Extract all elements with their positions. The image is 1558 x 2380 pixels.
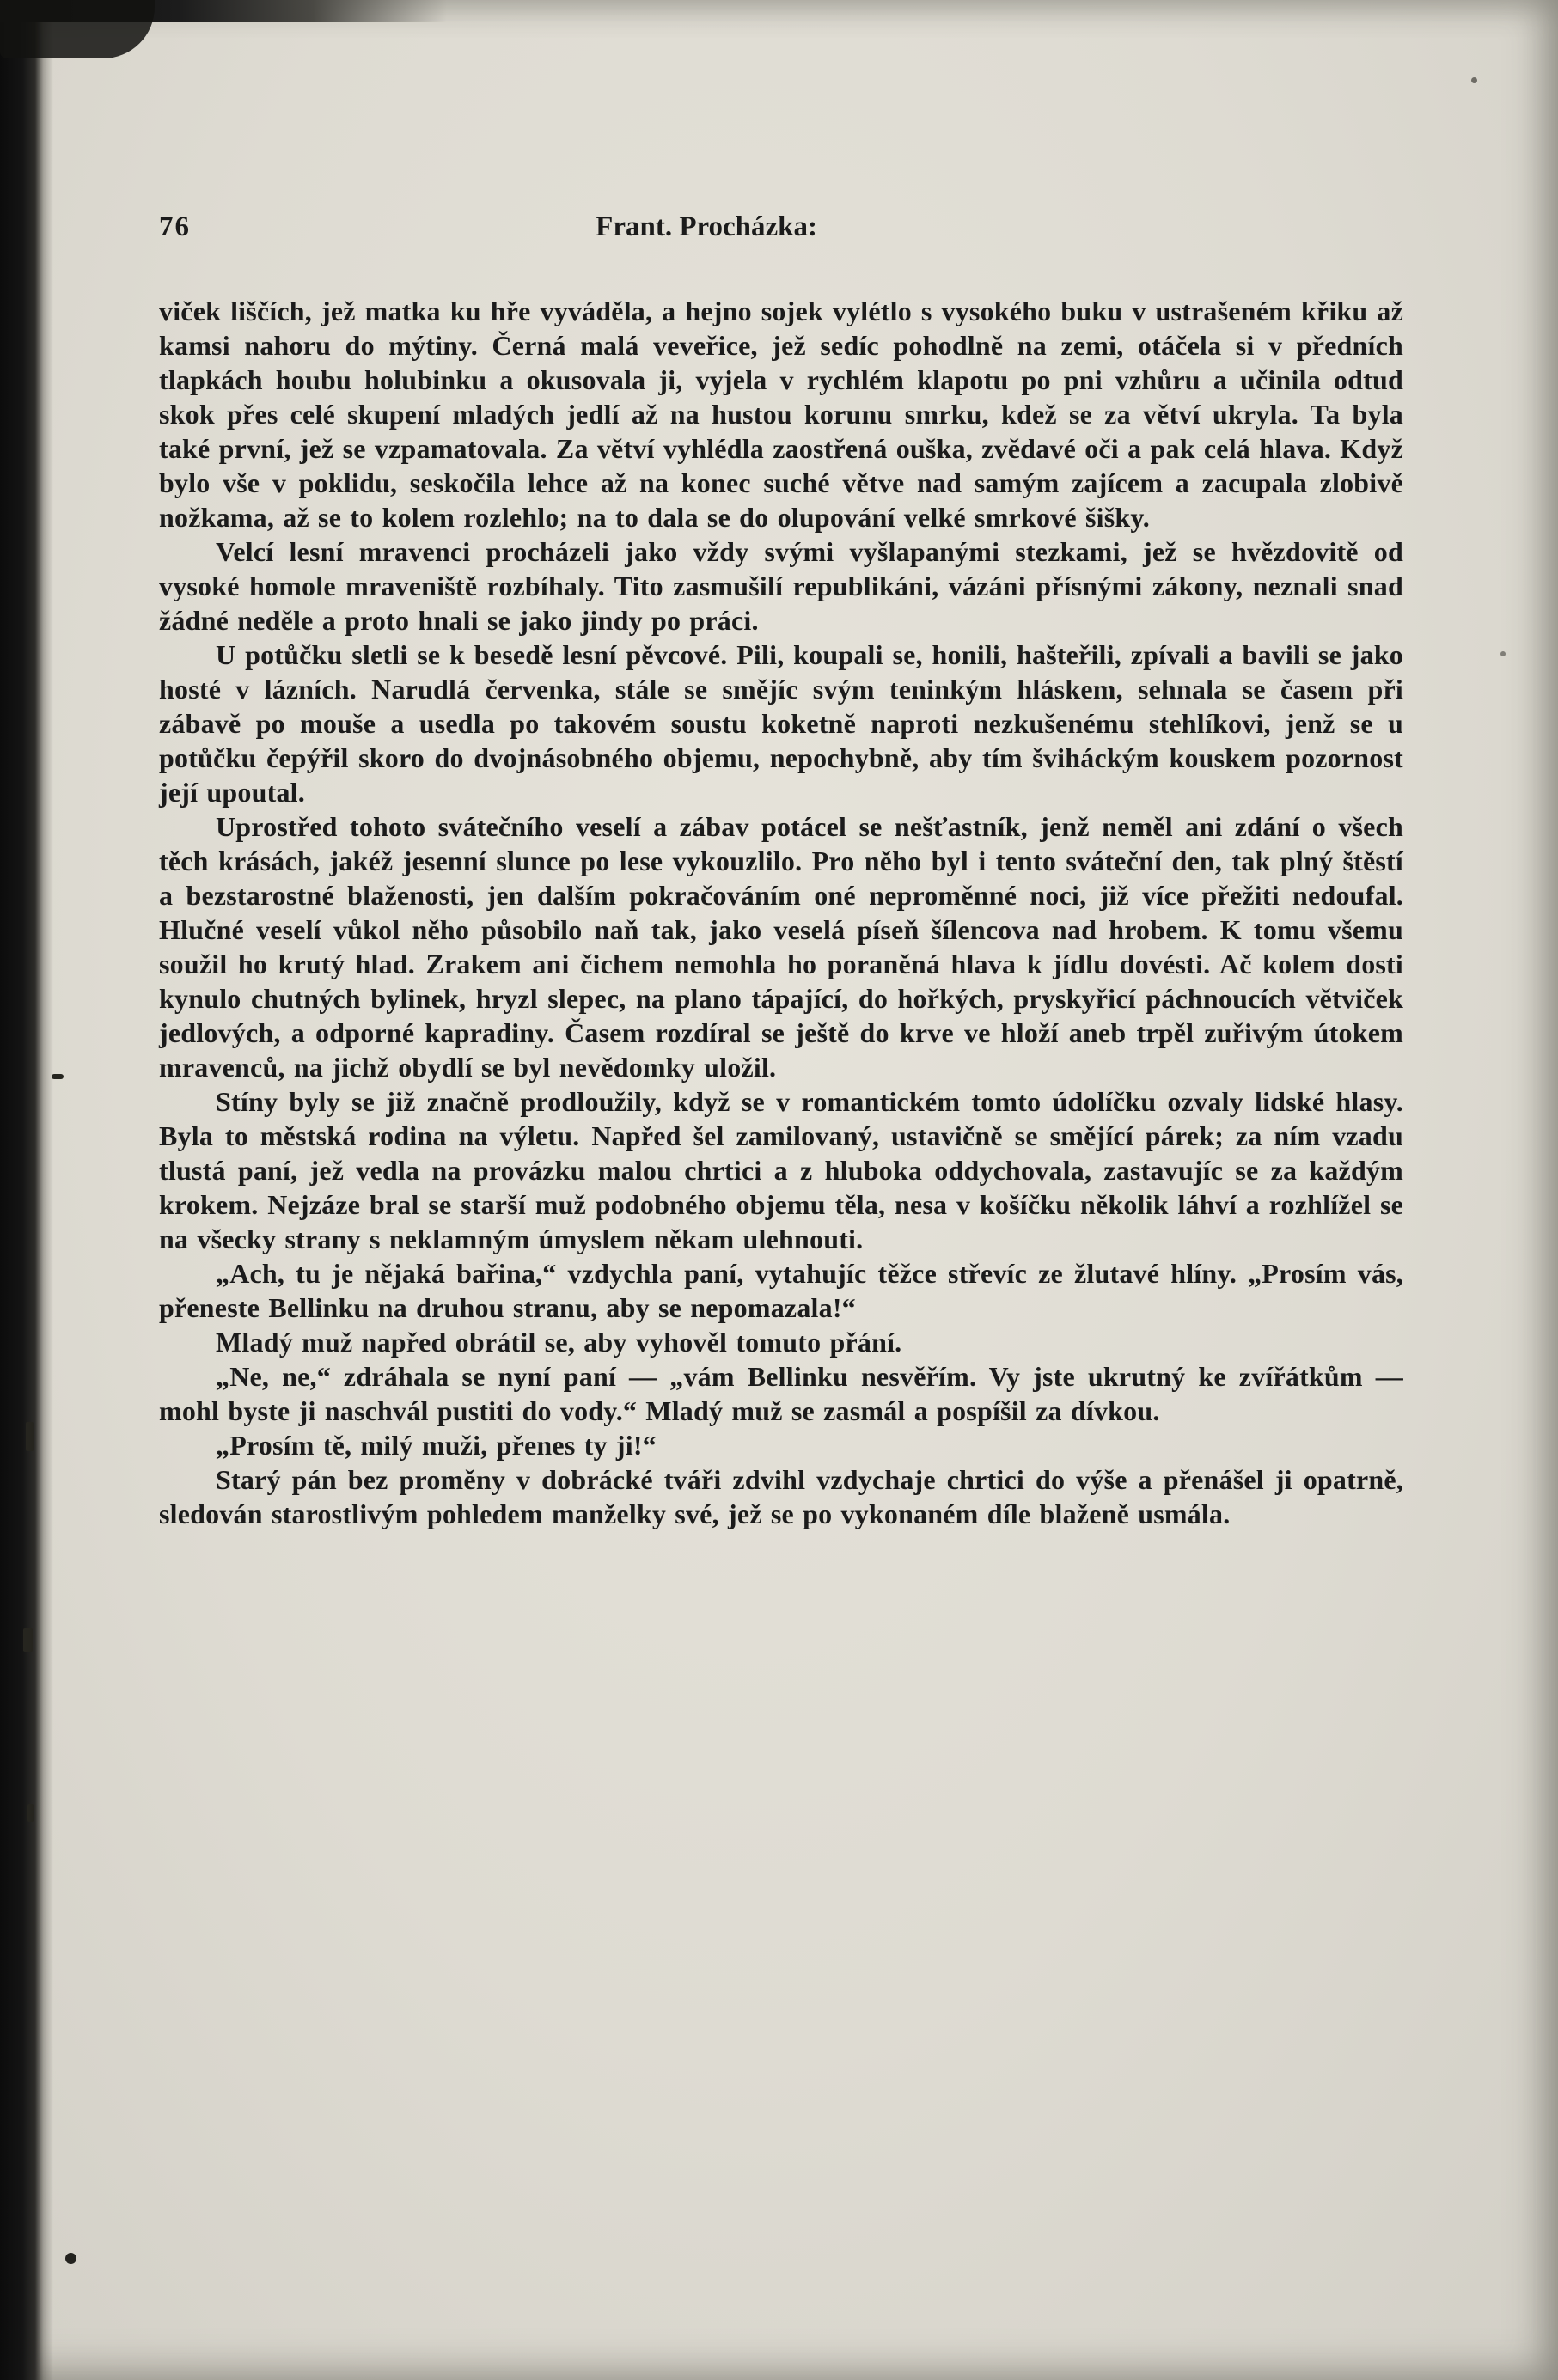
page-header [159, 211, 1403, 249]
paragraph: Mladý muž napřed obrátil se, aby vyhověl tomuto přání. [216, 1327, 902, 1358]
scan-artifact-speck [27, 1804, 34, 1822]
scan-artifact-speck [1500, 651, 1506, 656]
scan-artifact-binding-shadow [0, 0, 53, 2380]
scan-artifact-speck [23, 1628, 33, 1652]
paragraph: Uprostřed tohoto svátečního veselí a zábav potácel se nešťastník, jenž neměl ani zdání o všech těch krásách, jakéž jesenní slunce po lese vykouzlilo. Pro něho byl i tento sváteční den, tak plný štěstí a bezstarostné blaženosti, jen dalším pokračováním oné neproměnné noci, již více přežiti nedoufal. Hlučné veselí vůkol něho působilo naň tak, jako veselá píseň šílencova nad hrobem. K tomu všemu soužil ho krutý hlad. Zrakem ani čichem nemohla ho poraněná hlava k jídlu dovésti. Ač kolem dosti kynulo chutných bylinek, hryzl slepec, na plano tápající, do hořkých, pryskyřicí páchnoucích větviček jedlových, a odporné kapradiny. Časem rozdíral se ještě do krve ve hloží aneb trpěl zuřivým útokem mravenců, na jichž obydlí se byl nevědomky uložil. [159, 811, 1403, 1083]
paragraph: „Ach, tu je nějaká bařina,“ vzdychla paní, vytahujíc těžce střevíc ze žlutavé hlíny. „Prosím vás, přeneste Bellinku na druhou stranu, aby se nepomazala!“ [159, 1258, 1403, 1323]
scan-artifact-top-corner [0, 0, 155, 58]
paragraph: Velcí lesní mravenci procházeli jako vždy svými vyšlapanými stezkami, jež se hvězdovitě od vysoké homole mraveniště rozbíhaly. Tito zasmušilí republikáni, vázáni přísnými zákony, neznali snad žádné neděle a proto hnali se jako jindy po práci. [159, 536, 1403, 636]
paragraph: U potůčku sletli se k besedě lesní pěvcové. Pili, koupali se, honili, hašteřili, zpívali a bavili se jako hosté v lázních. Narudlá červenka, stále se smějíc svým teninkým hláskem, sehnala se časem při zábavě po mouše a usedla po takovém soustu koketně naproti nezkušenému stehlíkovi, jenž se u potůčku čepýřil skoro do dvojnásobného objemu, nepochybně, aby tím šviháckým kouskem pozornost její upoutal. [159, 639, 1403, 808]
page-content [159, 211, 1403, 1531]
page-number: 76 [159, 211, 191, 242]
scan-artifact-top-edge [0, 0, 447, 22]
paragraph: „Ne, ne,“ zdráhala se nyní paní — „vám Bellinku nesvěřím. Vy jste ukrutný ke zvířátkům — mohl byste ji naschvál pustiti do vody.“ Mladý muž se zasmál a pospíšil za dívkou. [159, 1361, 1403, 1426]
paragraph: Starý pán bez proměny v dobrácké tváři zdvihl vzdychaje chrtici do výše a přenášel ji opatrně, sledován starostlivým pohledem manželky své, jež se po vykonaném díle blaženě usmála. [159, 1464, 1403, 1529]
scan-artifact-speck [1471, 77, 1477, 83]
scan-artifact-dot [65, 2253, 76, 2264]
paragraph: Stíny byly se již značně prodloužily, když se v romantickém tomto údolíčku ozvaly lidské hlasy. Byla to městská rodina na výletu. Napřed šel zamilovaný, ustavičně se smějící párek; za ním vzadu tlustá paní, jež vedla na provázku malou chrtici a z hluboka oddychovala, zastavujíc se za každým krokem. Nejzáze bral se starší muž podobného objemu těla, nesa v košíčku několik láhví a rozhlížel se na všecky strany s neklamným úmyslem někam ulehnouti. [159, 1086, 1403, 1254]
paragraph: „Prosím tě, milý muži, přenes ty ji!“ [216, 1430, 657, 1461]
scan-artifact-speck [26, 1422, 34, 1451]
scan-artifact-speck [52, 1074, 64, 1079]
running-title: Frant. Procházka: [596, 211, 818, 242]
paragraph: viček liščích, jež matka ku hře vyváděla, a hejno sojek vylétlo s vysokého buku v ustrašeném křiku až kamsi nahoru do mýtiny. Černá malá veveřice, jež sedíc pohodlně na zemi, otáčela si v předních tlapkách houbu holubinku a okusovala ji, vyjela v rychlém klapotu po pni vzhůru a učinila odtud skok přes celé skupení mladých jedlí až na hustou korunu smrku, kdež se za větví ukryla. Ta byla také první, jež se vzpamatovala. Za větví vyhlédla zaostřená ouška, zvědavé oči a pak celá hlava. Když bylo vše v poklidu, seskočila lehce až na konec suché větve nad samým zajícem a zacupala zlobivě nožkama, až se to kolem rozlehlo; na to dala se do olupování velké smrkové šišky. [159, 296, 1403, 533]
